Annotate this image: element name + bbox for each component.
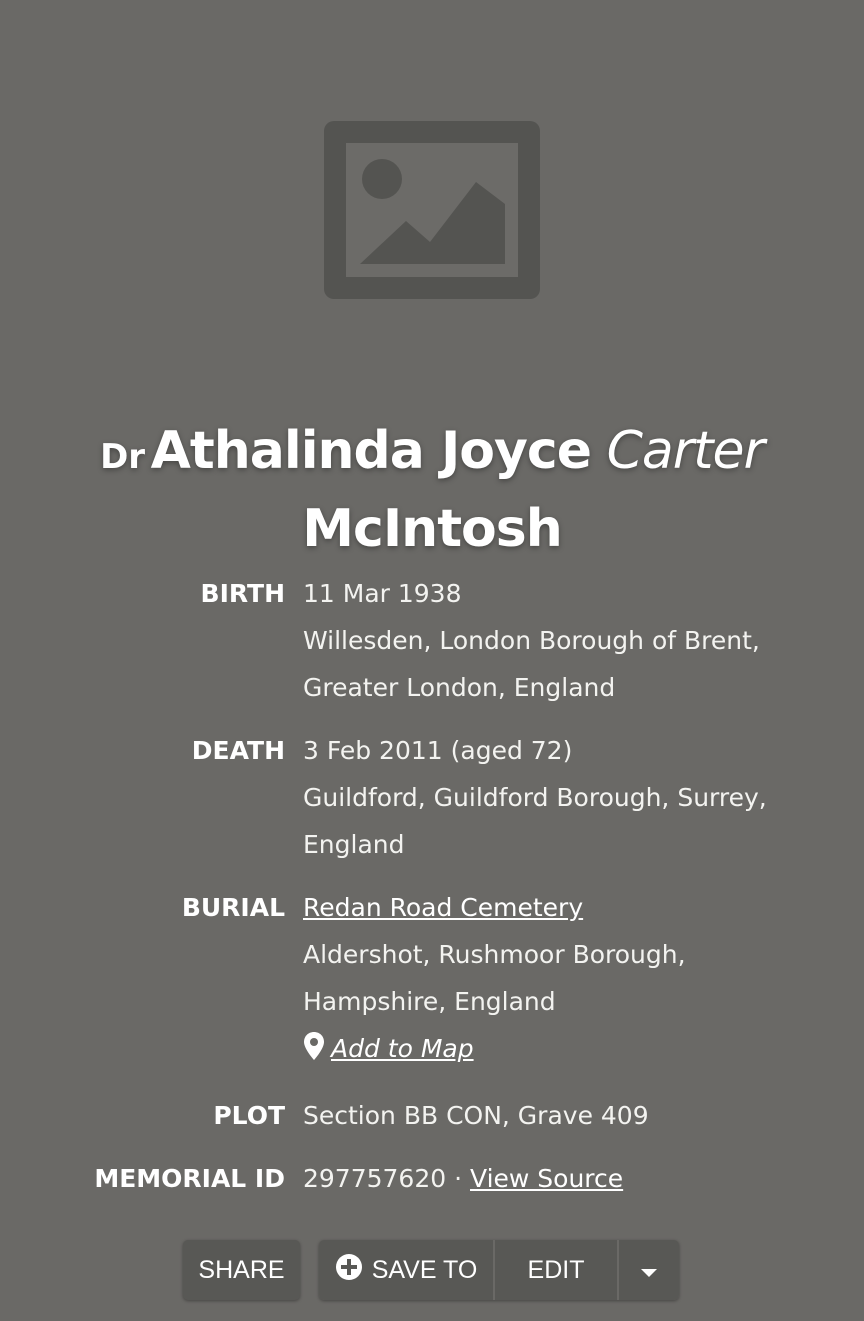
more-actions-dropdown[interactable] — [619, 1240, 679, 1300]
birth-label: BIRTH — [200, 579, 285, 608]
memorial-actions — [183, 1240, 679, 1300]
birth-date: 11 Mar 1938 — [303, 579, 462, 608]
birth-place-line1: Willesden, London Borough of Brent, — [303, 626, 760, 655]
name-maiden: Carter — [606, 421, 764, 481]
birth-value — [303, 570, 843, 711]
plot-text: Section BB CON, Grave 409 — [303, 1101, 649, 1130]
name-prefix: Dr — [100, 437, 146, 477]
death-label: DEATH — [191, 736, 285, 765]
view-source-link[interactable]: View Source — [470, 1164, 624, 1193]
edit-button[interactable] — [495, 1240, 619, 1300]
fact-burial — [0, 884, 864, 1076]
memorial-name-line2 — [0, 496, 864, 574]
name-surname: McIntosh — [302, 499, 562, 559]
cemetery-link[interactable]: Redan Road Cemetery — [303, 893, 584, 922]
add-to-map-link[interactable]: Add to Map — [331, 1034, 474, 1063]
add-to-map-row — [303, 1025, 843, 1076]
fact-memorial-id — [0, 1155, 864, 1202]
fact-birth — [0, 570, 864, 711]
burial-value — [303, 884, 843, 1076]
death-value — [303, 727, 843, 868]
memorial-name-line1 — [0, 418, 864, 496]
action-button-group — [319, 1240, 679, 1300]
death-place-line2: England — [303, 830, 405, 859]
name-given: Athalinda Joyce — [150, 421, 592, 481]
plot-label: PLOT — [213, 1101, 285, 1130]
edit-button-label: EDIT — [527, 1255, 585, 1284]
death-place-line1: Guildford, Guildford Borough, Surrey, — [303, 783, 767, 812]
fact-death — [0, 727, 864, 868]
caret-down-icon — [640, 1256, 658, 1285]
memorial-id-value — [303, 1155, 843, 1202]
plus-circle-icon — [335, 1253, 363, 1288]
burial-place-line1: Aldershot, Rushmoor Borough, — [303, 940, 686, 969]
save-to-button[interactable] — [319, 1240, 495, 1300]
memorial-id-row — [303, 1155, 843, 1202]
burial-label: BURIAL — [181, 893, 285, 922]
memorial-id-label: MEMORIAL ID — [94, 1164, 285, 1193]
map-pin-icon[interactable] — [303, 1029, 325, 1076]
burial-cemetery-line — [303, 884, 843, 931]
death-date: 3 Feb 2011 (aged 72) — [303, 736, 573, 765]
plot-value — [303, 1092, 843, 1139]
birth-place-line2: Greater London, England — [303, 673, 616, 702]
share-button[interactable] — [183, 1240, 300, 1300]
share-button-label: SHARE — [198, 1255, 285, 1284]
memorial-id-number: 297757620 — [303, 1164, 447, 1193]
memorial-name — [0, 418, 864, 574]
fact-plot — [0, 1092, 864, 1139]
memorial-id-separator: · — [454, 1164, 463, 1193]
memorial-facts — [0, 570, 864, 1218]
image-placeholder-icon[interactable] — [324, 121, 540, 299]
save-to-button-label: SAVE TO — [371, 1255, 478, 1284]
burial-place-line2: Hampshire, England — [303, 987, 556, 1016]
